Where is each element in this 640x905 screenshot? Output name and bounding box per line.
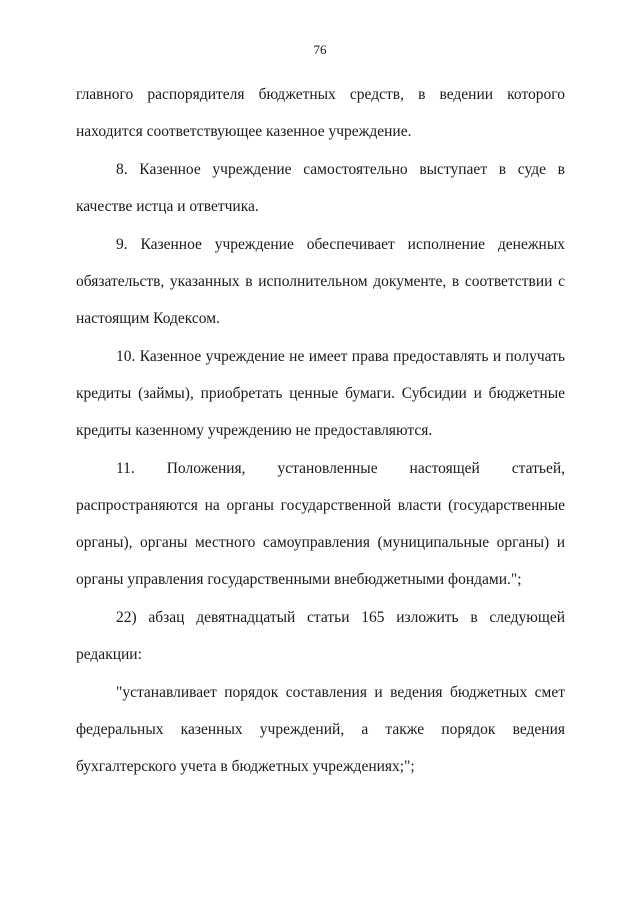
document-body <box>76 76 565 785</box>
paragraph-quoted-text: "устанавливает порядок составления и ведения бюджетных смет федеральных казенных учреждений, а также порядок ведения бухгалтерского учета в бюджетных учреждениях;"; <box>76 684 565 775</box>
paragraph-item-10: 10. Казенное учреждение не имеет права предоставлять и получать кредиты (займы), приобретать ценные бумаги. Субсидии и бюджетные кредиты казенному учреждению не предоставляются. <box>76 348 565 439</box>
paragraph-item-11: 11. Положения, установленные настоящей статьей, распространяются на органы государственной власти (государственные органы), органы местного самоуправления (муниципальные органы) и органы управления государственными внебюджетными фондами."; <box>76 460 565 588</box>
page-number: 76 <box>313 42 327 57</box>
paragraph-continuation: главного распорядителя бюджетных средств, в ведении которого находится соответствующее казенное учреждение. <box>76 86 565 140</box>
paragraph-item-8: 8. Казенное учреждение самостоятельно выступает в суде в качестве истца и ответчика. <box>76 161 565 215</box>
paragraph-amendment-22: 22) абзац девятнадцатый статьи 165 изложить в следующей редакции: <box>76 609 565 663</box>
paragraph-item-9: 9. Казенное учреждение обеспечивает исполнение денежных обязательств, указанных в исполнительном документе, в соответствии с настоящим Кодексом. <box>76 236 565 327</box>
